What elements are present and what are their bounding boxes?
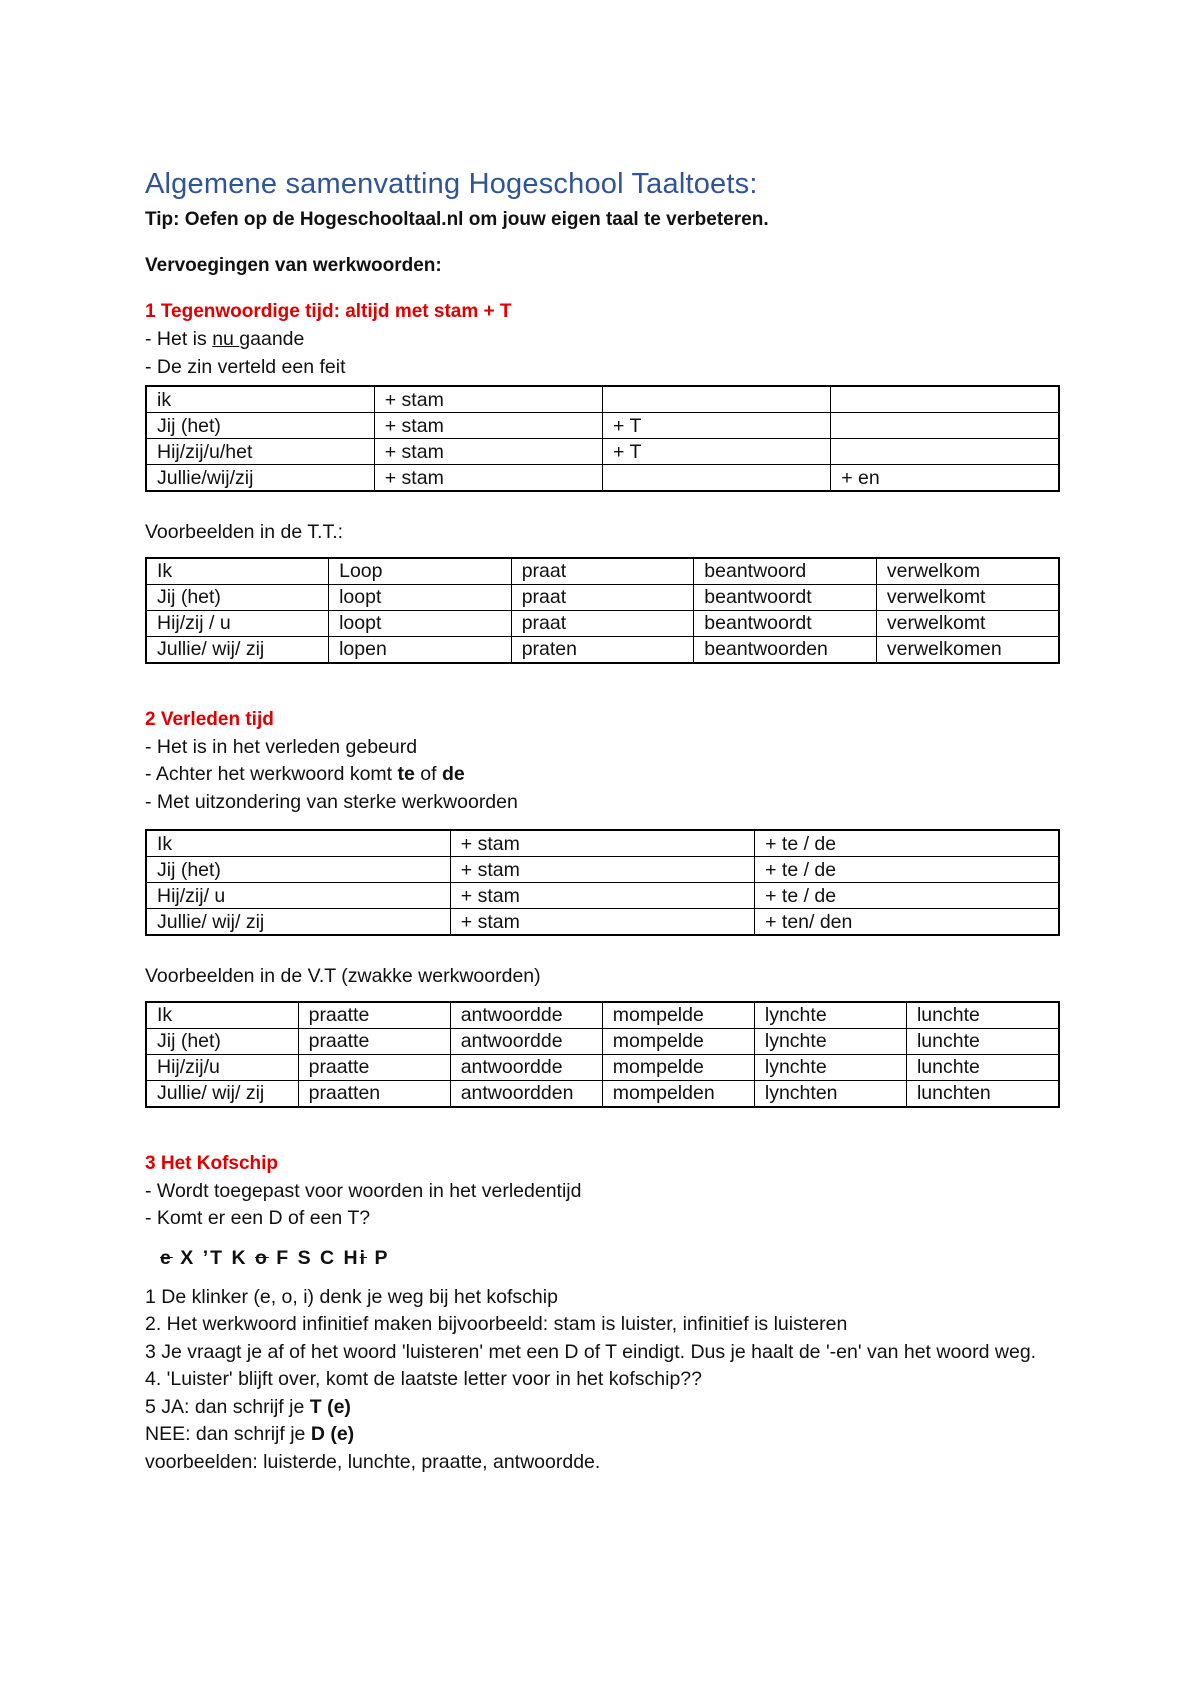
table-cell: beantwoord [694,558,877,585]
kofschip-mnemonic [160,1247,1060,1270]
table-cell: + stam [374,439,602,465]
past-examples-table [145,1001,1060,1108]
table-cell [603,465,831,492]
step-2: 2. Het werkwoord infinitief maken bijvoorbeeld: stam is luister, infinitief is luisteren [145,1313,848,1335]
table-cell: Jullie/ wij/ zij [146,636,329,663]
table-cell: lynchten [754,1080,906,1107]
section-3-heading: 3 Het Kofschip [145,1152,279,1174]
mnemonic-part: X ’T K [172,1246,255,1269]
bold-text: T (e) [309,1395,351,1418]
bold-word: te [397,763,415,785]
table-cell: mompelde [602,1054,754,1080]
mnemonic-part: F S C H [268,1246,360,1269]
table-cell: praatte [298,1002,450,1029]
present-examples-label: Voorbeelden in de T.T.: [145,521,344,543]
table-cell: loopt [329,610,512,636]
step-4: 4. 'Luister' blijft over, komt de laatste letter voor in het kofschip?? [145,1368,702,1390]
section-3-line-1: - Wordt toegepast voor woorden in het verledentijd [145,1179,582,1202]
tip-text: Tip: Oefen op de Hogeschooltaal.nl om jouw eigen taal te verbeteren. [145,209,769,230]
table-cell: loopt [329,584,512,610]
text-part: gaande [239,328,305,350]
table-cell: + stam [450,857,754,883]
mnemonic-part: P [367,1246,390,1269]
table-row [146,465,1059,492]
table-cell: lynchte [754,1054,906,1080]
table-cell: beantwoordt [694,610,877,636]
text-part: - Het is [145,328,213,350]
table-cell: + en [831,465,1059,492]
table-cell: + te / de [755,883,1059,909]
section-1-line-1 [145,326,1060,354]
table-cell: praat [511,584,694,610]
table-cell: antwoordden [450,1080,602,1107]
table-cell [603,386,831,413]
table-cell: lunchte [906,1028,1059,1054]
table-cell [831,413,1059,439]
table-cell: lynchte [754,1028,906,1054]
section-1-heading: 1 Tegenwoordige tijd: altijd met stam + T [145,301,512,322]
table-cell: Hij/zij/u [146,1054,298,1080]
table-row [146,1054,1059,1080]
bold-word: de [441,763,465,785]
table-row [146,830,1059,857]
page-title: Algemene samenvatting Hogeschool Taaltoets: [145,168,758,200]
section-2-line-1: - Het is in het verleden gebeurd [145,735,418,758]
past-tense-table [145,829,1060,936]
table-row [146,610,1059,636]
table-cell: Jullie/ wij/ zij [146,909,450,936]
table-row [146,1002,1059,1029]
text-part: - Achter het werkwoord komt [145,763,398,785]
table-cell: beantwoorden [694,636,877,663]
struck-letter: o [254,1246,269,1269]
table-cell: Jullie/ wij/ zij [146,1080,298,1107]
table-cell: + te / de [755,857,1059,883]
table-cell: lunchte [906,1054,1059,1080]
table-cell: + stam [450,909,754,936]
table-cell: praten [511,636,694,663]
table-cell: praatte [298,1054,450,1080]
text-part: NEE: dan schrijf je [145,1423,311,1445]
table-row [146,413,1059,439]
table-row [146,857,1059,883]
step-3: 3 Je vraagt je af of het woord 'luisteren' met een D of T eindigt. Dus je haalt de '-en' van het woord weg. [145,1340,1037,1363]
step-7: voorbeelden: luisterde, lunchte, praatte, antwoordde. [145,1450,601,1473]
table-cell: Hij/zij/ u [146,883,450,909]
section-2-line-2 [145,761,1060,789]
table-row [146,636,1059,663]
table-cell: verwelkom [876,558,1059,585]
table-cell: Jij (het) [146,857,450,883]
table-cell: + te / de [755,830,1059,857]
table-cell: + stam [450,883,754,909]
table-row [146,439,1059,465]
table-cell: Loop [329,558,512,585]
table-cell: + stam [450,830,754,857]
conjugation-heading: Vervoegingen van werkwoorden: [145,255,442,276]
table-cell: Ik [146,1002,298,1029]
table-row [146,909,1059,936]
table-cell: praatte [298,1028,450,1054]
table-cell: mompelde [602,1028,754,1054]
section-2-heading: 2 Verleden tijd [145,708,274,730]
table-row [146,1080,1059,1107]
table-cell: mompelden [602,1080,754,1107]
past-examples-label: Voorbeelden in de V.T (zwakke werkwoorden) [145,965,541,987]
present-tense-table [145,385,1060,492]
table-cell: verwelkomt [876,584,1059,610]
table-cell [831,439,1059,465]
table-cell: Jij (het) [146,1028,298,1054]
table-cell: lynchte [754,1002,906,1029]
table-cell: + ten/ den [755,909,1059,936]
bold-text: D (e) [310,1423,355,1445]
table-cell: Ik [146,558,329,585]
table-cell: beantwoordt [694,584,877,610]
table-cell: antwoordde [450,1054,602,1080]
present-examples-table [145,557,1060,664]
table-row [146,883,1059,909]
table-cell: Hij/zij/u/het [146,439,374,465]
table-cell: + T [603,413,831,439]
section-3-line-2: - Komt er een D of een T? [145,1207,371,1229]
table-cell: antwoordde [450,1028,602,1054]
table-cell: Ik [146,830,450,857]
table-cell [831,386,1059,413]
table-cell: + T [603,439,831,465]
table-cell: Jij (het) [146,413,374,439]
table-cell: lopen [329,636,512,663]
underlined-word: nu [212,328,240,350]
table-cell: praatten [298,1080,450,1107]
table-cell: praat [511,558,694,585]
table-cell: lunchten [906,1080,1059,1107]
table-row [146,386,1059,413]
section-1-line-2: - De zin verteld een feit [145,355,346,378]
document-page [145,168,1060,1476]
text-part: 5 JA: dan schrijf je [145,1395,310,1418]
table-cell: lunchte [906,1002,1059,1029]
table-cell: + stam [374,386,602,413]
table-cell: praat [511,610,694,636]
table-cell: + stam [374,413,602,439]
step-6 [145,1421,1060,1449]
table-cell: antwoordde [450,1002,602,1029]
table-cell: ik [146,386,374,413]
section-2-line-3: - Met uitzondering van sterke werkwoorden [145,790,518,813]
table-row [146,584,1059,610]
text-part: of [414,763,442,785]
table-row [146,558,1059,585]
table-cell: mompelde [602,1002,754,1029]
struck-letter: e [160,1246,173,1269]
step-1: 1 De klinker (e, o, i) denk je weg bij het kofschip [145,1285,558,1308]
struck-letter: i [359,1246,368,1269]
table-cell: verwelkomen [876,636,1059,663]
table-row [146,1028,1059,1054]
table-cell: verwelkomt [876,610,1059,636]
table-cell: Jullie/wij/zij [146,465,374,492]
table-cell: Hij/zij / u [146,610,329,636]
step-5 [145,1394,1060,1422]
table-cell: Jij (het) [146,584,329,610]
table-cell: + stam [374,465,602,492]
